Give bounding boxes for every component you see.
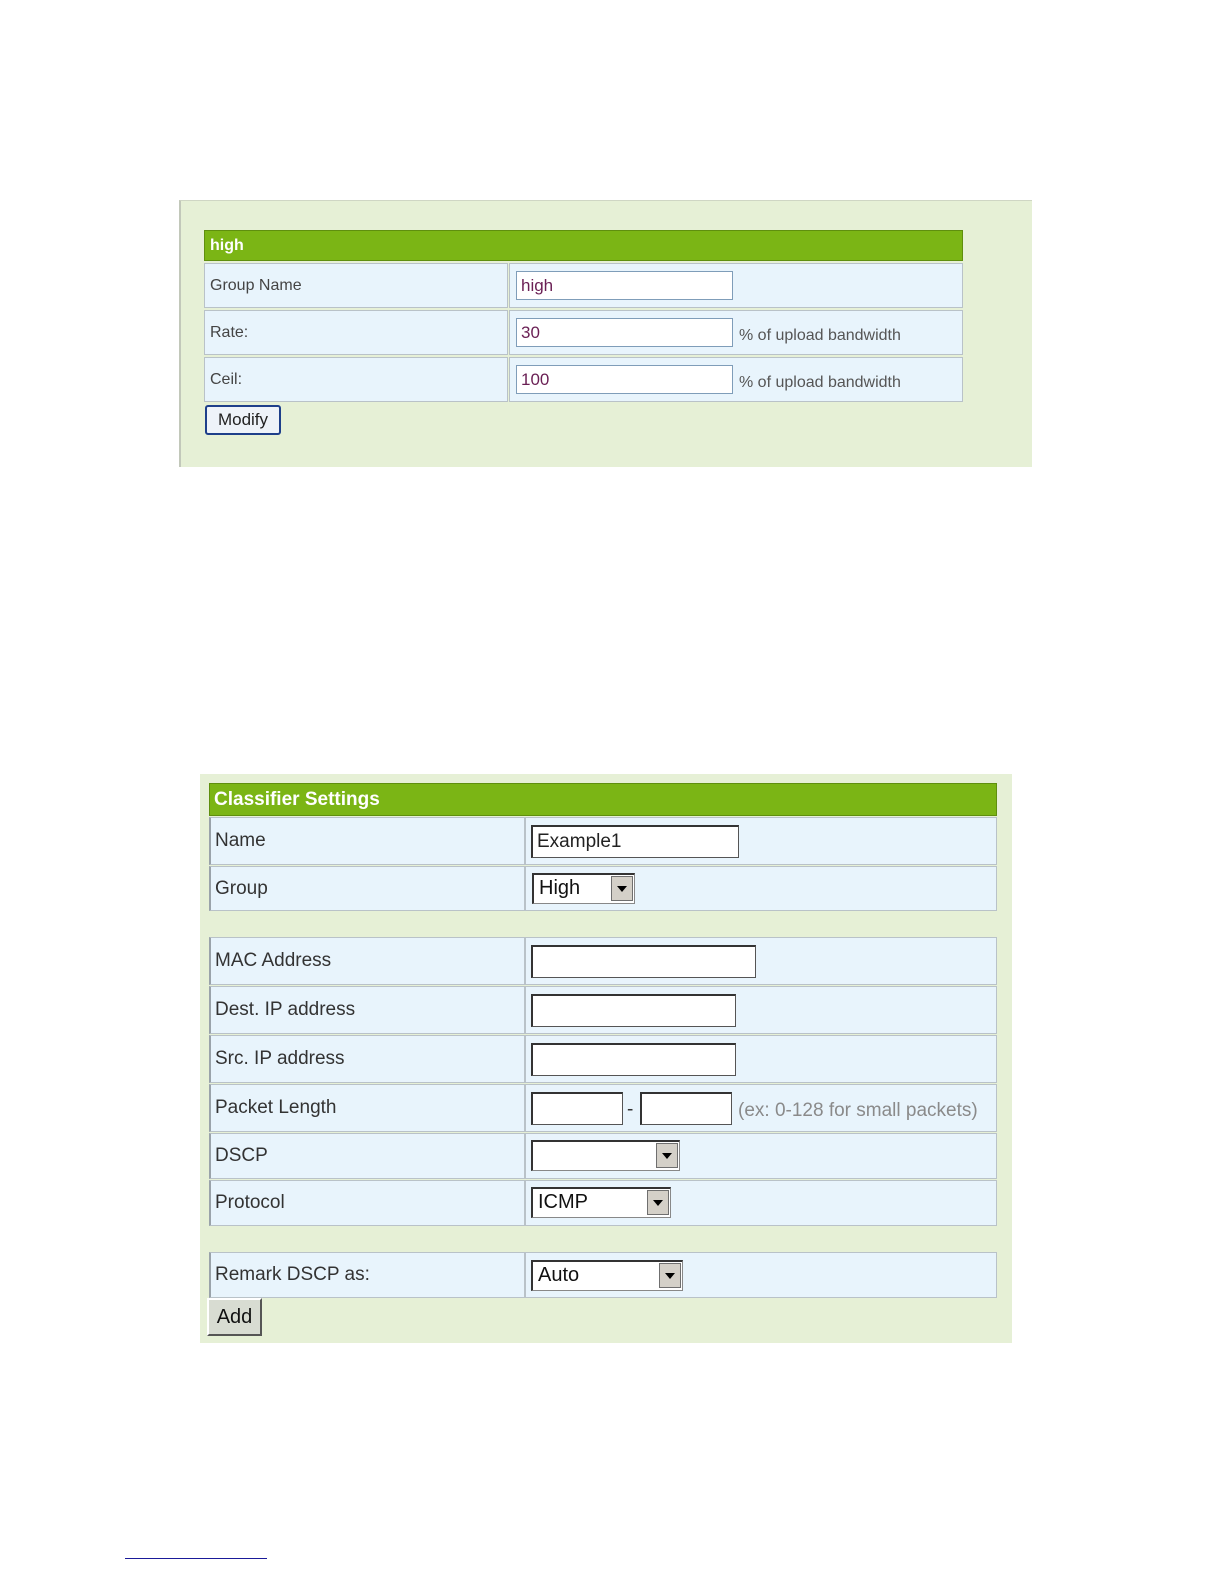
protocol-label: Protocol (209, 1180, 525, 1226)
group-select[interactable] (532, 873, 635, 904)
name-cell (525, 817, 997, 865)
group-settings-panel (179, 200, 1032, 467)
remark-dscp-cell (525, 1252, 997, 1298)
protocol-select[interactable] (531, 1187, 671, 1218)
packet-length-cell (525, 1084, 997, 1132)
packet-length-to-input[interactable] (640, 1092, 732, 1125)
mac-address-input[interactable] (531, 945, 756, 978)
footnote-separator (125, 1558, 267, 1559)
ceil-input[interactable] (516, 365, 733, 394)
rate-input[interactable] (516, 318, 733, 347)
group-name-cell (509, 263, 963, 308)
chevron-down-icon (647, 1190, 669, 1215)
name-input[interactable] (531, 825, 739, 858)
modify-button[interactable]: Modify (205, 405, 281, 435)
packet-length-hint: (ex: 0-128 for small packets) (738, 1100, 978, 1121)
src-ip-cell (525, 1035, 997, 1083)
ceil-cell (509, 357, 963, 402)
group-name-label: Group Name (204, 263, 508, 308)
remark-dscp-select[interactable] (531, 1260, 683, 1291)
src-ip-label: Src. IP address (209, 1035, 525, 1083)
rate-label: Rate: (204, 310, 508, 355)
protocol-select-value: ICMP (538, 1191, 588, 1213)
dscp-cell (525, 1133, 997, 1179)
packet-length-from-input[interactable] (531, 1092, 623, 1125)
dest-ip-label: Dest. IP address (209, 986, 525, 1034)
mac-address-label: MAC Address (209, 937, 525, 985)
group-select-value: High (539, 877, 581, 899)
protocol-cell (525, 1180, 997, 1226)
remark-dscp-label: Remark DSCP as: (209, 1252, 525, 1298)
src-ip-input[interactable] (531, 1043, 736, 1076)
chevron-down-icon (656, 1143, 678, 1168)
classifier-settings-panel (200, 774, 1012, 1343)
rate-cell (509, 310, 963, 355)
packet-length-label: Packet Length (209, 1084, 525, 1132)
rate-unit: % of upload bandwidth (739, 327, 901, 344)
group-cell (525, 866, 997, 911)
dest-ip-cell (525, 986, 997, 1034)
group-label: Group (209, 866, 525, 911)
add-button[interactable]: Add (207, 1298, 262, 1336)
dscp-label: DSCP (209, 1133, 525, 1179)
mac-address-cell (525, 937, 997, 985)
ceil-label: Ceil: (204, 357, 508, 402)
name-label: Name (209, 817, 525, 865)
group-panel-header: high (204, 230, 963, 261)
packet-length-dash: - (627, 1099, 634, 1120)
dest-ip-input[interactable] (531, 994, 736, 1027)
group-name-input[interactable] (516, 271, 733, 300)
ceil-unit: % of upload bandwidth (739, 374, 901, 391)
classifier-panel-header: Classifier Settings (209, 783, 997, 816)
remark-dscp-select-value: Auto (538, 1264, 580, 1286)
chevron-down-icon (659, 1263, 681, 1288)
chevron-down-icon (611, 876, 633, 901)
dscp-select[interactable] (531, 1140, 680, 1171)
